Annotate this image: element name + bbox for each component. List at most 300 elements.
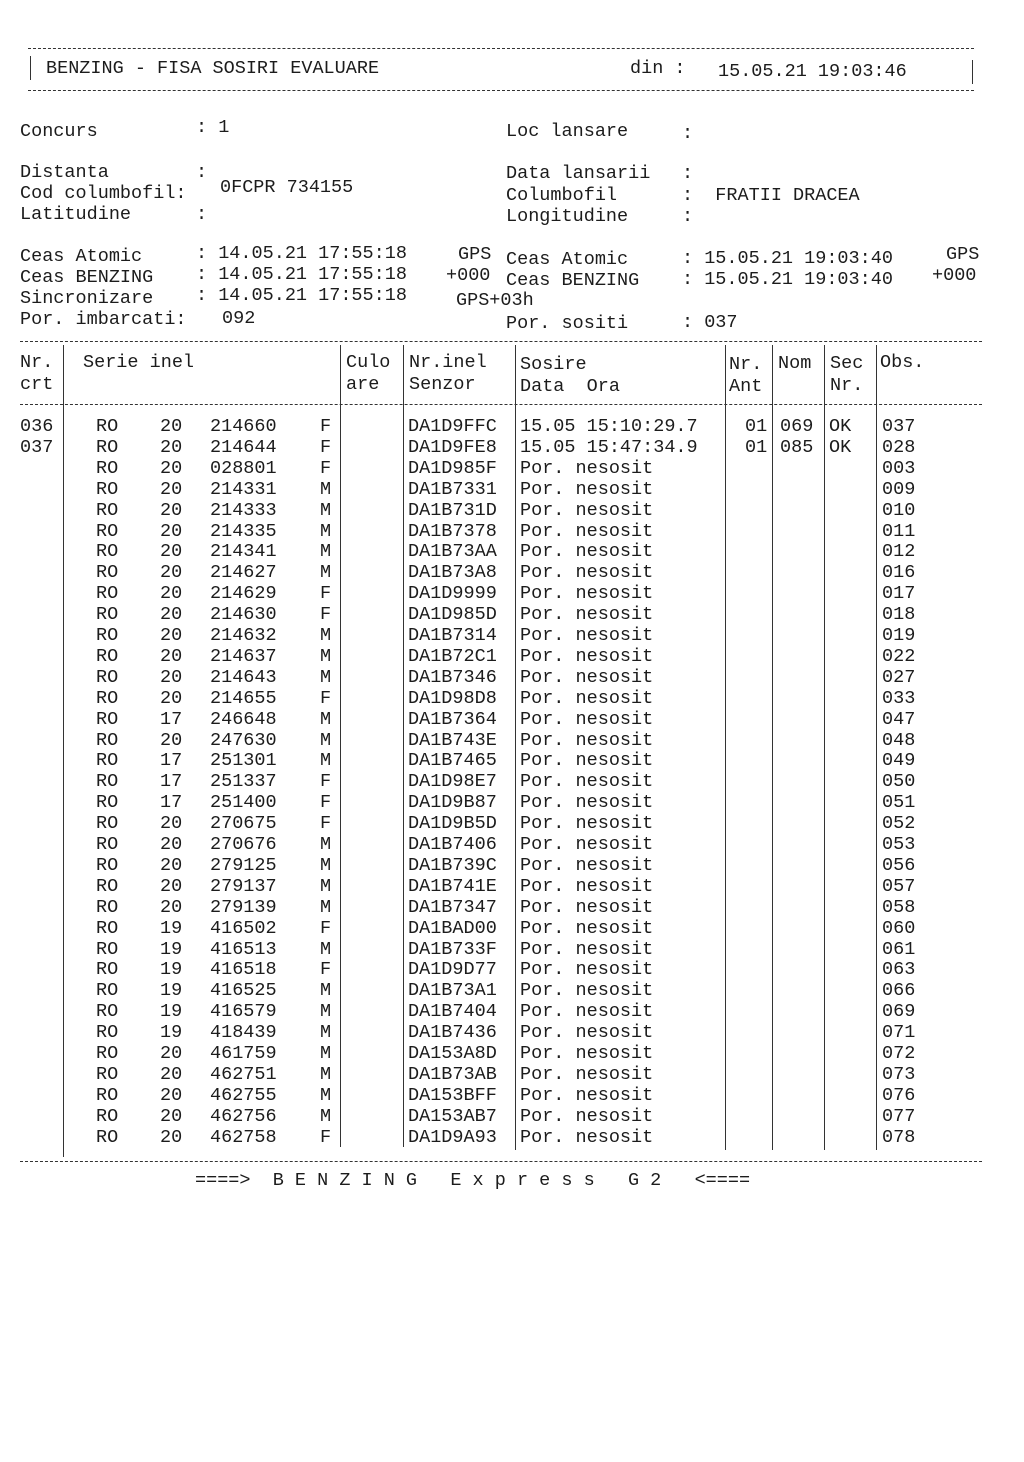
row-arrival: Por. nesosit — [520, 541, 654, 563]
row-year: 19 — [160, 917, 183, 939]
table-row — [0, 729, 1024, 753]
th-sec-2: Nr. — [830, 375, 864, 396]
row-ring-number: 214632 — [210, 625, 277, 646]
row-ring-number: 416579 — [210, 1001, 277, 1023]
row-country: RO — [96, 478, 119, 500]
row-obs: 033 — [882, 687, 916, 709]
header-title: BENZING - FISA SOSIRI EVALUARE — [46, 58, 380, 79]
row-year: 19 — [160, 1022, 183, 1044]
row-country: RO — [96, 1022, 119, 1044]
row-year: 20 — [160, 1105, 183, 1127]
row-ring-number: 279137 — [210, 875, 277, 897]
row-ring-number: 214643 — [210, 666, 277, 688]
row-obs: 058 — [882, 896, 916, 918]
table-row — [0, 687, 1024, 711]
row-arrival: Por. nesosit — [520, 1001, 654, 1023]
row-arrival: Por. nesosit — [520, 813, 654, 835]
row-sensor-id: DA1B73AA — [408, 541, 497, 563]
table-row — [0, 815, 1024, 836]
row-country: RO — [96, 436, 119, 458]
row-ring-number: 214331 — [210, 478, 277, 500]
row-year: 20 — [160, 687, 183, 709]
row-arrival: Por. nesosit — [520, 1022, 654, 1044]
row-sensor-id: DA1B7378 — [408, 520, 497, 542]
row-sex: F — [320, 457, 332, 479]
distanta-label: Distanta — [20, 162, 109, 183]
row-ring-number: 214655 — [210, 687, 277, 709]
ceas-benzing-end-suffix: +000 — [932, 265, 977, 286]
row-year: 17 — [160, 708, 183, 730]
row-year: 19 — [160, 959, 183, 981]
row-year: 20 — [160, 499, 183, 521]
row-sex: F — [320, 604, 332, 626]
table-row — [0, 478, 1024, 502]
th-culoare-1: Culo — [346, 352, 391, 373]
row-sex: M — [320, 520, 332, 542]
row-year: 20 — [160, 625, 183, 646]
row-sex: M — [320, 1022, 332, 1044]
cod-columbofil-value: 0FCPR 734155 — [220, 177, 354, 198]
row-arrival: Por. nesosit — [520, 1043, 654, 1064]
sincronizare-value: : 14.05.21 17:55:18 — [196, 285, 407, 306]
row-ring-number: 416502 — [210, 917, 277, 939]
row-ring-number: 214333 — [210, 499, 277, 521]
row-obs: 061 — [882, 938, 916, 960]
row-sex: M — [320, 666, 332, 688]
row-year: 20 — [160, 729, 183, 751]
row-arrival: Por. nesosit — [520, 959, 654, 981]
table-row — [0, 418, 1024, 439]
th-serie-inel: Serie inel — [83, 352, 195, 373]
ceas-benzing-start-value: : 14.05.21 17:55:18 — [196, 264, 407, 285]
row-obs: 077 — [882, 1105, 916, 1127]
row-arrival: Por. nesosit — [520, 896, 654, 918]
row-ring-number: 028801 — [210, 457, 277, 479]
table-row — [0, 564, 1024, 585]
row-ring-number: 251301 — [210, 750, 277, 772]
row-country: RO — [96, 541, 119, 563]
row-obs: 066 — [882, 980, 916, 1002]
row-country: RO — [96, 645, 119, 667]
header-left-border — [30, 56, 31, 80]
row-sensor-id: DA1B7331 — [408, 478, 497, 500]
table-row — [0, 752, 1024, 773]
row-obs: 012 — [882, 541, 916, 563]
table-row — [0, 436, 1024, 460]
row-country: RO — [96, 625, 119, 646]
row-year: 20 — [160, 583, 183, 605]
row-ring-number: 214660 — [210, 416, 277, 437]
ceas-benzing-end-label: Ceas BENZING — [506, 270, 640, 291]
row-ring-number: 214629 — [210, 583, 277, 605]
row-sex: F — [320, 687, 332, 709]
row-arrival: Por. nesosit — [520, 854, 654, 876]
row-year: 20 — [160, 436, 183, 458]
row-sex: M — [320, 896, 332, 918]
columbofil-label: Columbofil — [506, 185, 618, 206]
table-row — [0, 1003, 1024, 1024]
row-ring-number: 416518 — [210, 959, 277, 981]
th-culoare-2: are — [346, 374, 380, 395]
row-obs: 073 — [882, 1063, 916, 1085]
row-ring-number: 462751 — [210, 1063, 277, 1085]
row-arrival: Por. nesosit — [520, 478, 654, 500]
row-arrival: Por. nesosit — [520, 938, 654, 960]
row-obs: 019 — [882, 625, 916, 646]
row-sensor-id: DA1B743E — [408, 729, 497, 751]
row-sensor-id: DA1D9B5D — [408, 813, 497, 835]
ceas-benzing-start-suffix: +000 — [446, 265, 491, 286]
th-sosire-1: Sosire — [520, 354, 587, 375]
row-sensor-id: DA1B7404 — [408, 1001, 497, 1023]
row-obs: 028 — [882, 436, 916, 458]
row-sex: F — [320, 583, 332, 605]
row-obs: 052 — [882, 813, 916, 835]
row-sensor-id: DA153A8D — [408, 1043, 497, 1064]
th-sosire-2: Data Ora — [520, 376, 620, 397]
row-obs: 078 — [882, 1126, 916, 1148]
longitudine-value: : — [682, 206, 694, 227]
row-year: 19 — [160, 980, 183, 1002]
row-ring-number: 270675 — [210, 813, 277, 835]
table-row — [0, 896, 1024, 920]
latitudine-value: : — [196, 204, 208, 225]
table-row — [0, 836, 1024, 857]
row-ring-number: 214637 — [210, 645, 277, 667]
row-ring-number: 461759 — [210, 1043, 277, 1064]
row-arrival: Por. nesosit — [520, 1063, 654, 1085]
row-year: 17 — [160, 792, 183, 814]
row-sensor-id: DA1B73A1 — [408, 980, 497, 1002]
table-row — [0, 875, 1024, 899]
th-nrant-2: Ant — [729, 376, 763, 397]
row-sensor-id: DA1B7364 — [408, 708, 497, 730]
row-sex: M — [320, 1105, 332, 1127]
table-header-separator — [20, 404, 982, 405]
header-bottom-border — [28, 90, 974, 91]
row-country: RO — [96, 729, 119, 751]
imbarcati-value: 092 — [222, 308, 256, 329]
row-country: RO — [96, 499, 119, 521]
row-ring-number: 214335 — [210, 520, 277, 542]
row-ring-number: 246648 — [210, 708, 277, 730]
row-ring-number: 251337 — [210, 771, 277, 793]
row-year: 20 — [160, 1084, 183, 1106]
row-sensor-id: DA153BFF — [408, 1084, 497, 1106]
row-year: 20 — [160, 875, 183, 897]
row-obs: 009 — [882, 478, 916, 500]
row-country: RO — [96, 854, 119, 876]
row-sensor-id: DA1B7347 — [408, 896, 497, 918]
row-sex: M — [320, 875, 332, 897]
row-country: RO — [96, 896, 119, 918]
row-sensor-id: DA1D9D77 — [408, 959, 497, 981]
row-nom: 069 — [780, 416, 814, 437]
row-sex: F — [320, 813, 332, 835]
row-sensor-id: DA1B7436 — [408, 1022, 497, 1044]
row-ring-number: 462758 — [210, 1126, 277, 1148]
row-obs: 003 — [882, 457, 916, 479]
row-obs: 071 — [882, 1022, 916, 1044]
row-country: RO — [96, 604, 119, 626]
row-country: RO — [96, 875, 119, 897]
row-sensor-id: DA1B7465 — [408, 750, 497, 772]
row-sensor-id: DA1B739C — [408, 854, 497, 876]
row-country: RO — [96, 1001, 119, 1023]
th-obs: Obs. — [880, 352, 925, 373]
ceas-atomic-end-suffix: GPS — [946, 244, 980, 265]
table-row — [0, 606, 1024, 627]
footer-banner: ====> B E N Z I N G E x p r e s s G 2 <==== — [195, 1170, 751, 1191]
data-lansarii-value: : — [682, 163, 694, 184]
row-year: 19 — [160, 1001, 183, 1023]
row-country: RO — [96, 771, 119, 793]
row-sensor-id: DA1BAD00 — [408, 917, 497, 939]
row-year: 20 — [160, 604, 183, 626]
row-year: 20 — [160, 813, 183, 835]
row-arrival: Por. nesosit — [520, 457, 654, 479]
row-year: 20 — [160, 562, 183, 584]
concurs-label: Concurs — [20, 121, 98, 142]
ceas-atomic-end-label: Ceas Atomic — [506, 249, 629, 270]
row-ring-number: 416525 — [210, 980, 277, 1002]
row-sex: M — [320, 729, 332, 751]
row-sex: F — [320, 416, 332, 437]
row-arrival: Por. nesosit — [520, 708, 654, 730]
row-ring-number: 214341 — [210, 541, 277, 563]
row-year: 17 — [160, 750, 183, 772]
row-obs: 027 — [882, 666, 916, 688]
row-obs: 057 — [882, 875, 916, 897]
table-row — [0, 794, 1024, 815]
table-top-border — [20, 341, 982, 342]
row-country: RO — [96, 792, 119, 814]
row-arrival: Por. nesosit — [520, 980, 654, 1002]
row-year: 20 — [160, 1126, 183, 1148]
row-sex: F — [320, 792, 332, 814]
table-row — [0, 982, 1024, 1003]
header-top-border — [28, 48, 974, 49]
loc-lansare-value: : — [682, 123, 694, 144]
row-country: RO — [96, 938, 119, 960]
row-year: 20 — [160, 520, 183, 542]
row-obs: 037 — [882, 416, 916, 437]
row-sensor-id: DA1B7314 — [408, 625, 497, 646]
row-country: RO — [96, 520, 119, 542]
row-arrival: Por. nesosit — [520, 729, 654, 751]
row-country: RO — [96, 687, 119, 709]
row-obs: 016 — [882, 562, 916, 584]
row-sex: F — [320, 917, 332, 939]
row-obs: 063 — [882, 959, 916, 981]
row-arrival: Por. nesosit — [520, 645, 654, 667]
row-sensor-id: DA1B7406 — [408, 834, 497, 855]
row-ring-number: 251400 — [210, 792, 277, 814]
row-sensor-id: DA1D985D — [408, 604, 497, 626]
sincronizare-label: Sincronizare — [20, 288, 154, 309]
row-sex: F — [320, 959, 332, 981]
row-sex: M — [320, 708, 332, 730]
row-sex: M — [320, 1043, 332, 1064]
row-sensor-id: DA1B72C1 — [408, 645, 497, 667]
row-obs: 017 — [882, 583, 916, 605]
ceas-atomic-start-suffix: GPS — [458, 244, 492, 265]
cod-columbofil-label: Cod columbofil: — [20, 183, 187, 204]
row-obs: 051 — [882, 792, 916, 814]
table-row — [0, 499, 1024, 523]
table-row — [0, 627, 1024, 648]
latitudine-label: Latitudine — [20, 204, 132, 225]
table-row — [0, 585, 1024, 606]
row-sex: M — [320, 1001, 332, 1023]
table-row — [0, 520, 1024, 544]
row-year: 20 — [160, 834, 183, 855]
row-sensor-id: DA153AB7 — [408, 1105, 497, 1127]
table-row — [0, 1045, 1024, 1066]
row-obs: 069 — [882, 1001, 916, 1023]
row-ring-number: 270676 — [210, 834, 277, 855]
row-country: RO — [96, 562, 119, 584]
row-sex: M — [320, 1063, 332, 1085]
row-sex: F — [320, 436, 332, 458]
row-obs: 056 — [882, 854, 916, 876]
row-country: RO — [96, 813, 119, 835]
row-arrival: Por. nesosit — [520, 834, 654, 855]
row-obs: 060 — [882, 917, 916, 939]
row-arrival: Por. nesosit — [520, 1105, 654, 1127]
row-sensor-id: DA1B741E — [408, 875, 497, 897]
row-arrival: Por. nesosit — [520, 583, 654, 605]
row-sensor-id: DA1D9FFC — [408, 416, 497, 437]
row-ring-number: 462756 — [210, 1105, 277, 1127]
row-country: RO — [96, 1126, 119, 1148]
row-ring-number: 214630 — [210, 604, 277, 626]
row-arrival: Por. nesosit — [520, 562, 654, 584]
row-sex: M — [320, 834, 332, 855]
table-row — [0, 645, 1024, 669]
table-row — [0, 543, 1024, 564]
row-nr-crt: 037 — [20, 436, 54, 458]
row-obs: 022 — [882, 645, 916, 667]
row-year: 20 — [160, 854, 183, 876]
loc-lansare-label: Loc lansare — [506, 121, 629, 142]
row-arrival: Por. nesosit — [520, 917, 654, 939]
row-arrival: 15.05 15:47:34.9 — [520, 436, 698, 458]
ceas-atomic-end-value: : 15.05.21 19:03:40 — [682, 248, 893, 269]
row-sex: M — [320, 980, 332, 1002]
header-din-label: din : — [630, 58, 686, 79]
row-arrival: Por. nesosit — [520, 499, 654, 521]
sincronizare-suffix: GPS+03h — [456, 290, 534, 311]
row-year: 20 — [160, 1063, 183, 1085]
table-row — [0, 1084, 1024, 1108]
th-nom: Nom — [778, 353, 812, 374]
row-year: 20 — [160, 896, 183, 918]
table-row — [0, 917, 1024, 941]
row-arrival: Por. nesosit — [520, 792, 654, 814]
row-obs: 072 — [882, 1043, 916, 1064]
th-nr-crt-1: Nr. — [20, 352, 54, 373]
row-nr-crt: 036 — [20, 416, 54, 437]
row-sec: OK — [829, 436, 852, 458]
row-arrival: Por. nesosit — [520, 666, 654, 688]
row-ring-number: 279139 — [210, 896, 277, 918]
imbarcati-label: Por. imbarcati: — [20, 309, 187, 330]
row-nr-ant: 01 — [745, 436, 768, 458]
table-row — [0, 961, 1024, 982]
ceas-benzing-start-label: Ceas BENZING — [20, 267, 154, 288]
row-obs: 047 — [882, 708, 916, 730]
ceas-atomic-start-label: Ceas Atomic — [20, 246, 143, 267]
row-year: 20 — [160, 666, 183, 688]
row-sex: M — [320, 750, 332, 772]
row-country: RO — [96, 959, 119, 981]
row-country: RO — [96, 1084, 119, 1106]
row-obs: 010 — [882, 499, 916, 521]
row-sex: M — [320, 1084, 332, 1106]
row-country: RO — [96, 416, 119, 437]
sositi-value: : 037 — [682, 312, 738, 333]
row-arrival: Por. nesosit — [520, 1126, 654, 1148]
concurs-value: : 1 — [196, 117, 230, 138]
row-sex: M — [320, 499, 332, 521]
row-arrival: Por. nesosit — [520, 625, 654, 646]
row-country: RO — [96, 583, 119, 605]
row-arrival: Por. nesosit — [520, 875, 654, 897]
table-row — [0, 1024, 1024, 1045]
longitudine-label: Longitudine — [506, 206, 629, 227]
row-arrival: Por. nesosit — [520, 687, 654, 709]
row-sex: M — [320, 562, 332, 584]
row-country: RO — [96, 457, 119, 479]
ceas-atomic-start-value: : 14.05.21 17:55:18 — [196, 243, 407, 264]
row-ring-number: 214627 — [210, 562, 277, 584]
table-row — [0, 1126, 1024, 1150]
row-country: RO — [96, 1043, 119, 1064]
row-obs: 049 — [882, 750, 916, 772]
table-row — [0, 457, 1024, 481]
row-country: RO — [96, 917, 119, 939]
row-sex: M — [320, 541, 332, 563]
row-year: 20 — [160, 457, 183, 479]
row-sensor-id: DA1B733F — [408, 938, 497, 960]
row-country: RO — [96, 1063, 119, 1085]
row-obs: 050 — [882, 771, 916, 793]
data-lansarii-label: Data lansarii — [506, 163, 651, 184]
row-sensor-id: DA1B7346 — [408, 666, 497, 688]
row-sex: M — [320, 645, 332, 667]
table-row — [0, 854, 1024, 878]
row-sensor-id: DA1D9FE8 — [408, 436, 497, 458]
row-year: 19 — [160, 938, 183, 960]
row-nr-ant: 01 — [745, 416, 768, 437]
table-row — [0, 1063, 1024, 1087]
row-sex: M — [320, 478, 332, 500]
ceas-benzing-end-value: : 15.05.21 19:03:40 — [682, 269, 893, 290]
row-ring-number: 214644 — [210, 436, 277, 458]
row-obs: 011 — [882, 520, 916, 542]
row-country: RO — [96, 1105, 119, 1127]
row-obs: 018 — [882, 604, 916, 626]
row-obs: 053 — [882, 834, 916, 855]
row-ring-number: 247630 — [210, 729, 277, 751]
row-year: 20 — [160, 1043, 183, 1064]
sositi-label: Por. sositi — [506, 313, 629, 334]
columbofil-value: : FRATII DRACEA — [682, 185, 860, 206]
row-arrival: 15.05 15:10:29.7 — [520, 416, 698, 437]
header-right-border — [972, 60, 973, 84]
row-ring-number: 462755 — [210, 1084, 277, 1106]
